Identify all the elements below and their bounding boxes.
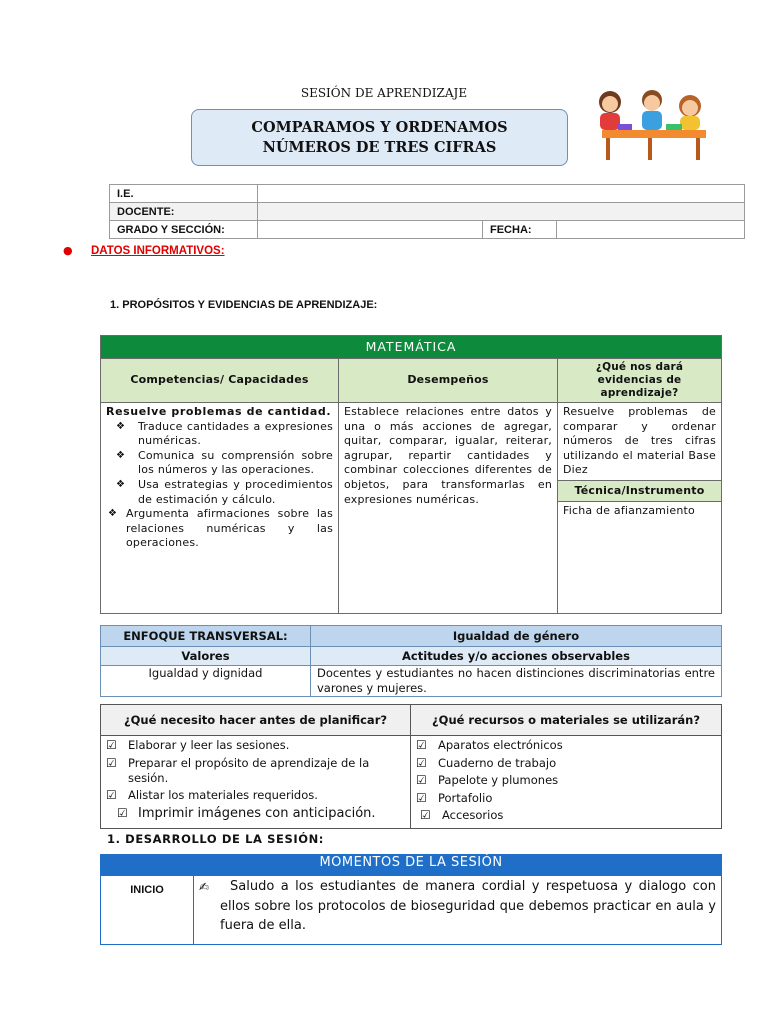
valor-text: Igualdad y dignidad <box>101 666 311 697</box>
checkbox-icon: ☑ <box>416 738 427 752</box>
list-item: ☑ Imprimir imágenes con anticipación. <box>117 805 376 821</box>
desempeno-cell: Establece relaciones entre datos y una o más acciones de agregar, quitar, comparar, igualar, reiterar, agrupar, repartir cantidades y combinar colecciones diferentes de objetos, para transformarlas en expresiones numéricas. <box>339 403 558 614</box>
writing-hand-icon: ✍ <box>199 880 210 894</box>
info-table <box>109 184 745 239</box>
title-line-2: NÚMEROS DE TRES CIFRAS <box>262 138 497 156</box>
actitud-text: Docentes y estudiantes no hacen distinciones discriminatorias entre varones y mujeres. <box>311 666 722 697</box>
tecnica-label: Técnica/Instrumento <box>558 480 722 501</box>
checkbox-icon: ☑ <box>106 738 117 752</box>
antes-list <box>105 738 406 821</box>
diamond-bullet-icon: ❖ <box>116 478 126 490</box>
list-item: ☑ Elaborar y leer las sesiones. <box>106 738 290 752</box>
col-evidencias: ¿Qué nos dará evidencias de aprendizaje? <box>558 359 722 403</box>
actitudes-label: Actitudes y/o acciones observables <box>311 647 722 666</box>
diamond-bullet-icon: ❖ <box>116 449 126 461</box>
inicio-label: INICIO <box>101 876 194 945</box>
momentos-table <box>100 854 722 945</box>
datos-informativos-heading: DATOS INFORMATIVOS: <box>91 245 225 257</box>
enfoque-label: ENFOQUE TRANSVERSAL: <box>101 626 311 647</box>
list-item: ☑ Preparar el propósito de aprendizaje de la sesión. <box>106 755 370 785</box>
checkbox-icon: ☑ <box>117 805 128 820</box>
planificar-table <box>100 704 722 829</box>
bullet-icon: ● <box>63 244 73 257</box>
desarrollo-heading: 1. DESARROLLO DE LA SESIÓN: <box>107 832 325 846</box>
list-item: ☑ Aparatos electrónicos <box>416 738 563 752</box>
inicio-text: Saludo a los estudiantes de manera cordial y respetuosa y dialogo con ellos sobre los protocolos de bioseguridad que debemos practicar en aula y fuera de ella. <box>220 879 716 933</box>
diamond-bullet-icon: ❖ <box>108 508 118 520</box>
tecnica-value: Ficha de afianzamiento <box>558 501 722 613</box>
ie-value[interactable] <box>258 185 745 203</box>
recursos-list <box>415 738 717 823</box>
checkbox-icon: ☑ <box>416 755 427 770</box>
checkbox-icon: ☑ <box>416 773 427 787</box>
list-item: ☑ Portafolio <box>416 790 493 805</box>
competencia-text: Resuelve problemas de cantidad. <box>106 405 332 418</box>
list-item: ❖ Comunica su comprensión sobre los números y las operaciones. <box>116 448 333 477</box>
docente-value[interactable] <box>258 203 745 221</box>
evidencia-cell: Resuelve problemas de comparar y ordenar números de tres cifras utilizando el material Base Diez <box>558 403 722 481</box>
list-item: ☑ Accesorios <box>420 808 504 822</box>
matematica-table <box>100 335 722 614</box>
list-item: ❖ Usa estrategias y procedimientos de estimación y cálculo. <box>116 477 333 506</box>
fecha-label: FECHA: <box>483 221 557 239</box>
session-title-box <box>191 109 568 166</box>
ie-label: I.E. <box>110 185 258 203</box>
list-item: ☑ Cuaderno de trabajo <box>416 755 557 770</box>
capacidades-list <box>106 420 333 551</box>
momentos-title: MOMENTOS DE LA SESIÓN <box>101 855 722 876</box>
title-line-1: COMPARAMOS Y ORDENAMOS <box>251 118 508 136</box>
planificar-question: ¿Qué necesito hacer antes de planificar? <box>101 705 411 736</box>
docente-label: DOCENTE: <box>110 203 258 221</box>
fecha-value[interactable] <box>557 221 745 239</box>
kids-at-desk-illustration <box>588 86 716 162</box>
diamond-bullet-icon: ❖ <box>116 420 126 432</box>
checkbox-icon: ☑ <box>416 790 427 805</box>
grado-value[interactable] <box>258 221 483 239</box>
recursos-question: ¿Qué recursos o materiales se utilizarán? <box>411 705 722 736</box>
enfoque-value: Igualdad de género <box>311 626 722 647</box>
matematica-title: MATEMÁTICA <box>101 336 722 359</box>
checkbox-icon: ☑ <box>106 755 117 770</box>
inicio-cell <box>194 876 722 945</box>
col-competencias: Competencias/ Capacidades <box>101 359 339 403</box>
list-item: ☑ Papelote y plumones <box>416 773 559 787</box>
list-item: ❖ Argumenta afirmaciones sobre las relaciones numéricas y las operaciones. <box>108 507 333 550</box>
grado-label: GRADO Y SECCIÓN: <box>110 221 258 239</box>
checkbox-icon: ☑ <box>106 788 117 802</box>
col-desempenos: Desempeños <box>339 359 558 403</box>
enfoque-table <box>100 625 722 697</box>
propositos-heading: 1. PROPÓSITOS Y EVIDENCIAS DE APRENDIZAJE: <box>110 299 378 311</box>
list-item: ❖ Traduce cantidades a expresiones numéricas. <box>116 419 333 448</box>
list-item: ☑ Alistar los materiales requeridos. <box>106 788 318 802</box>
checkbox-icon: ☑ <box>420 808 431 822</box>
competencias-cell <box>101 403 339 614</box>
session-label: SESIÓN DE APRENDIZAJE <box>300 86 468 100</box>
valores-label: Valores <box>101 647 311 666</box>
